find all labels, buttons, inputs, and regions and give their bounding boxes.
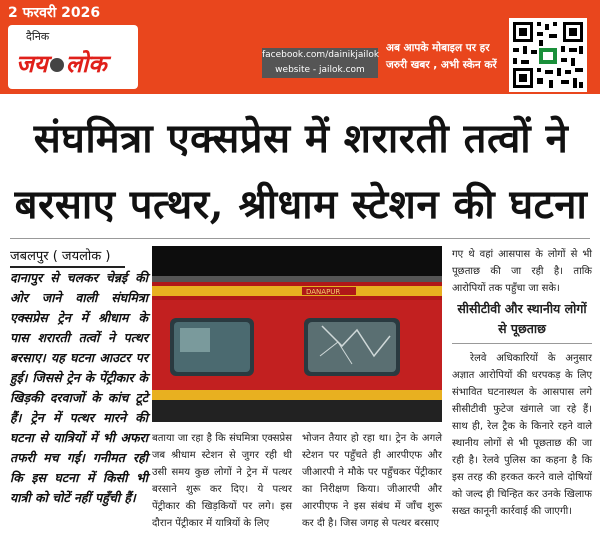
headline-line-2: बरसाए पत्थर, श्रीधाम स्टेशन की घटना [14, 181, 588, 228]
lead-paragraph: दानापुर से चलकर चेन्नई की ओर जाने वाली संघमित्रा एक्सप्रेस ट्रेन में श्रीधाम के पास शरारती तत्वों ने पत्थर बरसाए। यह घटना आउटर पर हुई। जिससे ट्रेन के पेंट्रीकार के खिड़की दरवाजों के कांच टूटे हैं। ट्रेन में पत्थर मारने की घटना से यात्रियों में भी अफरा तफरी मच गई। गनीमत रही कि इस घटना में किसी भी यात्री को चोटें नहीं पहुँची हैं। [10, 270, 148, 505]
coach-sign: DANAPUR [306, 288, 341, 296]
train-photo [152, 246, 442, 422]
column-3-paragraph-1: गए थे वहां आसपास के लोगों से भी पूछताछ की जा रही है। ताकि आरोपियों तक पहुँचा जा सके। [452, 249, 592, 294]
website-link[interactable]: website - jailok.com [275, 65, 365, 75]
article-headline [10, 106, 592, 238]
logo-left-word: जय [16, 50, 48, 78]
issue-date: 2 फरवरी 2026 [8, 5, 101, 21]
body-column-3 [452, 246, 592, 520]
body-column-2: भोजन तैयार हो रहा था। ट्रेन के अगले स्टेशन पर पहुँचते ही आरपीएफ और जीआरपी ने मौके पर पहुँचकर पेंट्रीकार का निरीक्षण किया। जीआरपी और आरपीएफ ने इस संबंध में जाँच शुरू कर दी है। जिस जगह से पत्थर बरसाए [302, 433, 442, 529]
headline-divider [10, 238, 590, 239]
promo-line-2: जरुरी खबर , अभी स्केन करें [386, 59, 497, 71]
dateline: जबलपुर ( जयलोक ) [10, 246, 125, 268]
qr-code-icon[interactable] [509, 18, 587, 92]
facebook-link[interactable]: facebook.com/dainikjailok [262, 50, 380, 60]
logo-small-text: दैनिक [26, 30, 50, 43]
newspaper-logo[interactable] [8, 25, 138, 89]
body-column-1: बताया जा रहा है कि संघमित्रा एक्सप्रेस जब श्रीधाम स्टेशन से जुगर रही थी उसी समय कुछ लोगों ने ट्रेन में पत्थर बरसाने शुरू कर दिए। ये पत्थर पेंट्रीकार की खिड़कियों पर लगे। इस दौरान पेंट्रीकार में यात्रियों के लिए [152, 433, 292, 529]
headline-line-1: संघमित्रा एक्सप्रेस में शरारती तत्वों ने [33, 115, 569, 162]
logo-wordmark [16, 47, 107, 80]
qr-promo [386, 40, 504, 74]
social-links[interactable] [262, 48, 378, 78]
subheading: सीसीटीवी और स्थानीय लोगों से पूछताछ [452, 299, 592, 344]
masthead [0, 0, 600, 94]
column-3-paragraph-2: रेलवे अधिकारियों के अनुसार अज्ञात आरोपियों की धरपकड़ के लिए संभावित घटनास्थल के आसपास लगे सीसीटीवी फुटेज खंगाले जा रहे हैं। साथ ही, रेल ट्रैक के किनारे रहने वाले स्थानीय लोगों से भी पूछताछ की जा रही है। रेलवे पुलिस का कहना है कि इस तरह की हरकत करने वाले दोषियों को जल्द ही चिन्हित कर उनके खिलाफ सख्त कानूनी कार्रवाई की जाएगी। [452, 353, 592, 517]
globe-icon [50, 58, 64, 72]
promo-line-1: अब आपके मोबाइल पर हर [386, 42, 490, 54]
logo-right-word: लोक [65, 50, 107, 78]
